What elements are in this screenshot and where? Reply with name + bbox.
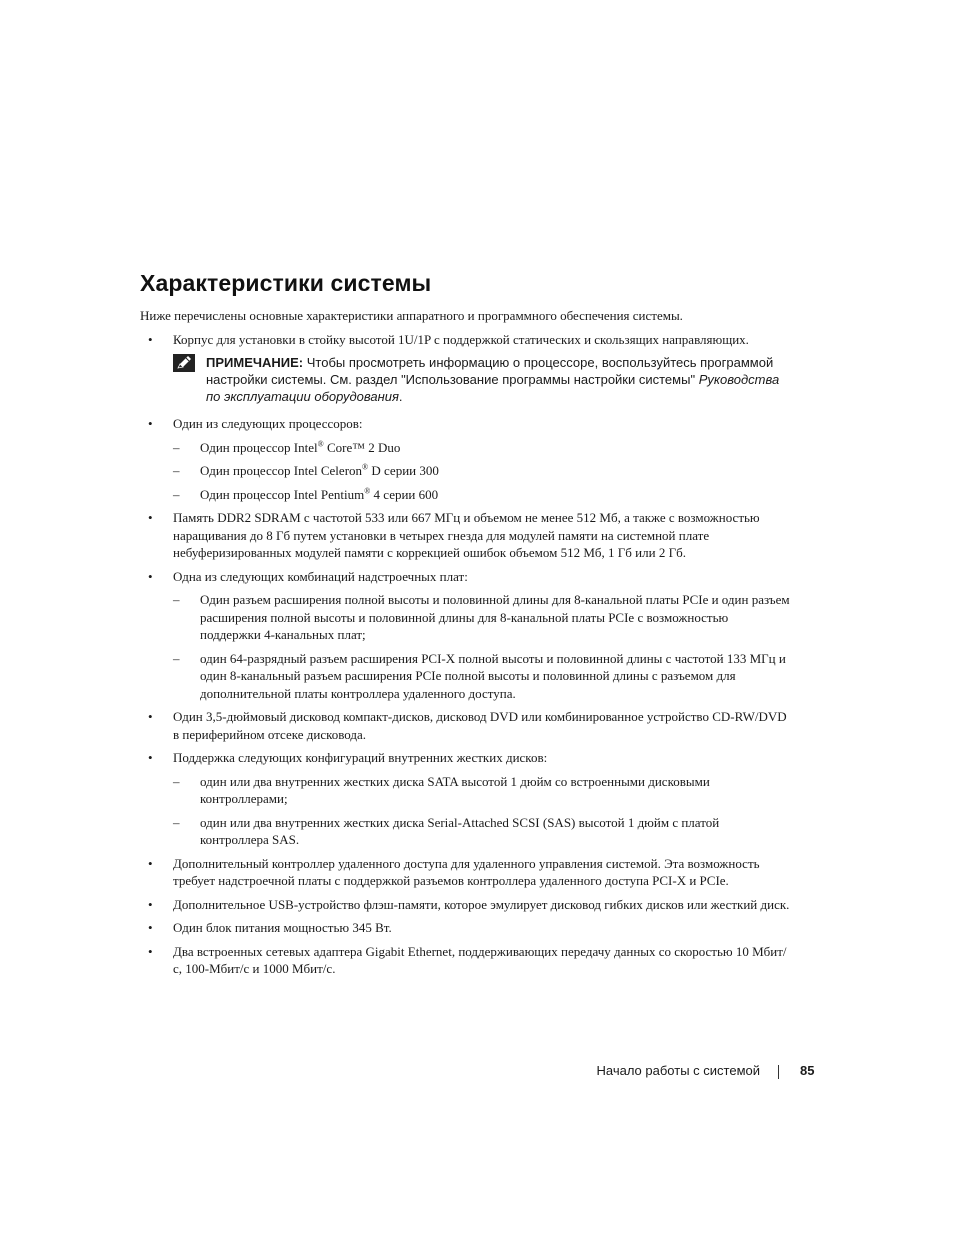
list-item-drive <box>140 708 790 743</box>
dash: – <box>173 592 180 607</box>
sub-item-riser1 <box>140 591 790 644</box>
sub-text: Core™ 2 Duo <box>326 439 401 455</box>
spec-list <box>140 307 790 984</box>
sub-item-proc2 <box>140 462 790 480</box>
item-text: Дополнительный контроллер удаленного доступа для удаленного управления системой. Эта возможность требует надстроечной платы с поддержкой разъемов контроллера удаленного доступа PCI-X и PCIe. <box>173 855 760 888</box>
sub-text: один или два внутренних жестких диска SATA высотой 1 дюйм со встроенными дисковыми контроллерами; <box>200 773 710 806</box>
dash: – <box>173 463 180 478</box>
registered-mark: ® <box>364 486 371 496</box>
dash: – <box>173 814 180 830</box>
bullet: • <box>148 750 153 765</box>
registered-mark: ® <box>362 462 369 472</box>
sub-item-proc3 <box>140 486 790 504</box>
sub-item-riser2 <box>140 650 790 703</box>
bullet: • <box>148 416 153 431</box>
sub-text: Один процессор Intel Celeron <box>200 463 363 478</box>
list-item-memory <box>140 509 790 562</box>
list-item-hdd <box>140 749 790 767</box>
note-italic-text: Руководства по эксплуатации оборудования <box>206 372 780 404</box>
list-item-chassis <box>140 331 790 349</box>
note-end: . <box>398 389 403 404</box>
sub-text: один 64-разрядный разъем расширения PCI-X полной высоты и половинной длины с частотой 133 МГц и один 8-канальный разъем расширения PCIe полной высоты и половинной длины с разъемом для дополнительной платы контроллера удаленного доступа. <box>200 650 786 701</box>
bullet: • <box>148 943 153 959</box>
footer-separator <box>778 1065 779 1079</box>
note-text: Чтобы просмотреть информацию о процессоре, воспользуйтесь программой настройки системы. См. раздел "Использование программы настройки системы" <box>206 355 774 387</box>
sub-item-proc1 <box>140 439 790 457</box>
sub-text: один или два внутренних жестких диска Serial-Attached SCSI (SAS) высотой 1 дюйм с платой контроллера SAS. <box>200 814 720 847</box>
item-text: Одна из следующих комбинаций надстроечных плат: <box>173 568 468 584</box>
sub-text: 4 серии 600 <box>373 486 439 502</box>
item-text: Память DDR2 SDRAM с частотой 533 или 667 МГц и объемом не менее 512 Мб, а также с возможностью наращивания до 8 Гб путем установки в четырех гнезда для модулей памяти на системной плате небуферизированных модулей памяти с коррекцией ошибок объемом 512 Мб, 1 Гб или 2 Гб. <box>173 510 760 560</box>
note-block <box>140 354 790 405</box>
list-item-risers <box>140 568 790 586</box>
item-text: Один из следующих процессоров: <box>173 416 363 431</box>
bullet: • <box>148 568 153 584</box>
pencil-note-icon <box>173 354 195 372</box>
list-item-processors <box>140 415 790 433</box>
dash: – <box>173 439 180 455</box>
intro-paragraph: Ниже перечислены основные характеристики аппаратного и программного обеспечения системы. <box>140 308 683 323</box>
list-item-psu <box>140 919 790 937</box>
page-footer <box>0 1063 954 1083</box>
page-number: 85 <box>800 1063 815 1078</box>
bullet: • <box>148 331 153 347</box>
sub-item-hdd1 <box>140 773 790 808</box>
registered-mark: ® <box>317 439 324 449</box>
item-text: Два встроенных сетевых адаптера Gigabit Ethernet, поддерживающих передачу данных со скоростью 10 Мбит/с, 100-Мбит/с и 1000 Мбит/с. <box>173 943 787 976</box>
bullet: • <box>148 896 153 912</box>
item-text: Поддержка следующих конфигураций внутренних жестких дисков: <box>173 750 548 765</box>
page-title: Характеристики системы <box>140 270 432 296</box>
item-text: Один 3,5-дюймовый дисковод компакт-дисков, дисковод DVD или комбинированное устройство CD-RW/DVD в периферийном отсеке дисковода. <box>173 709 787 742</box>
note-label: ПРИМЕЧАНИЕ: <box>206 355 304 370</box>
sub-text: Один процессор Intel <box>200 439 318 455</box>
sub-item-hdd2 <box>140 814 790 849</box>
dash: – <box>173 650 180 666</box>
sub-text: Один разъем расширения полной высоты и половинной длины для 8-канальной платы PCIe и один разъем расширения полной высоты и половинной длины для 8-канальной платы PCIe с возможностью поддержки 4-канальных плат; <box>200 592 790 642</box>
sub-text: Один процессор Intel Pentium <box>200 486 365 502</box>
footer-section-title: Начало работы с системой <box>596 1063 760 1078</box>
item-text: Дополнительное USB-устройство флэш-памяти, которое эмулирует дисковод гибких дисков или жесткий диск. <box>173 896 790 912</box>
bullet: • <box>148 920 153 935</box>
bullet: • <box>148 855 153 871</box>
list-item-usb <box>140 896 790 914</box>
sub-text: D серии 300 <box>371 463 439 478</box>
dash: – <box>173 773 180 789</box>
list-item-nic <box>140 943 790 978</box>
item-text: Корпус для установки в стойку высотой 1U/1P с поддержкой статических и скользящих направляющих. <box>173 331 749 347</box>
bullet: • <box>148 709 153 724</box>
item-text: Один блок питания мощностью 345 Вт. <box>173 920 392 935</box>
dash: – <box>173 486 180 502</box>
list-item-rac <box>140 855 790 890</box>
bullet: • <box>148 510 153 525</box>
